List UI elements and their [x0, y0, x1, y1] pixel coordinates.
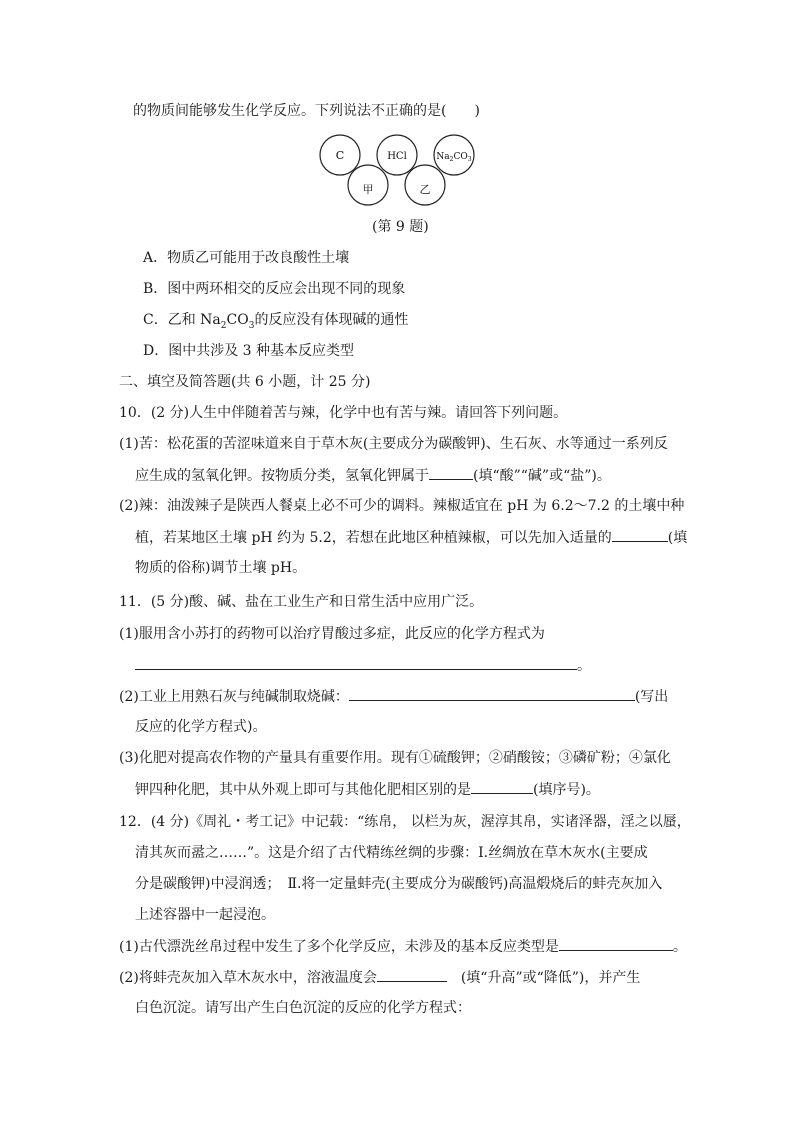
figure-caption: (第 9 题): [372, 219, 429, 235]
label-jia: 甲: [362, 183, 374, 196]
q9-ring-diagram: [318, 132, 480, 208]
q12-line3: 分是碳酸钾)中浸润透； Ⅱ.将一定量蚌壳(主要成分为碳酸钙)高温煅烧后的蚌壳灰加入: [135, 876, 663, 892]
q10-p1-line2: 应生成的氢氧化钾。按物质分类，氢氧化钾属于 (填“酸”“碱”或“盐”)。: [135, 465, 611, 486]
option-d: D．图中共涉及 3 种基本反应类型: [143, 343, 355, 359]
q11-p1-line1: (1)服用含小苏打的药物可以治疗胃酸过多症，此反应的化学方程式为: [119, 626, 545, 642]
answer-blank-11-3[interactable]: [471, 779, 533, 794]
q11-stem: 11．(5 分)酸、碱、盐在工业生产和日常生活中应用广泛。: [119, 594, 484, 610]
answer-blank-12-1[interactable]: [559, 936, 673, 951]
label-c: C: [335, 149, 345, 162]
option-b: B．图中两环相交的反应会出现不同的现象: [143, 281, 406, 297]
q12-p2-line1: (2)将蚌壳灰加入草木灰水中，溶液温度会 (填“升高”或“降低”)，并产生: [119, 967, 640, 988]
q11-p1-line2: 。: [135, 655, 591, 676]
q12-line1: 12．(4 分)《周礼・考工记》中记载：“练帛， 以栏为灰，渥淳其帛，实诸泽器，淫之以蜃，: [119, 814, 691, 830]
q9-stem: 的物质间能够发生化学反应。下列说法不正确的是( ): [133, 103, 480, 119]
q11-p3-line2: 钾四种化肥，其中从外观上即可与其他化肥相区别的是 (填序号)。: [135, 779, 600, 800]
q11-p2-line1: (2)工业上用熟石灰与纯碱制取烧碱： (写出: [119, 686, 668, 707]
q12-line2: 清其灰而盝之……”。这是介绍了古代精练丝绸的步骤：Ⅰ.丝绸放在草木灰水(主要成: [135, 845, 648, 861]
answer-blank-11-1[interactable]: [135, 655, 577, 670]
q12-line4: 上述容器中一起浸泡。: [135, 907, 275, 923]
section-title: 二、填空及简答题(共 6 小题，计 25 分): [119, 374, 371, 390]
q12-p1: (1)古代漂洗丝帛过程中发生了多个化学反应，未涉及的基本反应类型是 。: [119, 936, 687, 957]
answer-blank-10-2[interactable]: [612, 527, 668, 542]
q10-p2-line1: (2)辣：油泼辣子是陕西人餐桌上必不可少的调料。辣椒适宜在 pH 为 6.2～7.2 的土壤中种: [119, 498, 685, 514]
answer-blank-10-1[interactable]: [429, 465, 473, 480]
label-yi: 乙: [419, 183, 431, 196]
option-c: C．乙和 $Na_2CO_3$的反应没有体现碱的通性: [143, 312, 409, 331]
q11-p3-line1: (3)化肥对提高农作物的产量具有重要作用。现有①硫酸钾；②硝酸铵；③磷矿粉；④氯化: [119, 750, 671, 766]
q11-p2-line2: 反应的化学方程式)。: [135, 719, 267, 735]
q10-stem: 10．(2 分)人生中伴随着苦与辣，化学中也有苦与辣。请回答下列问题。: [119, 405, 568, 421]
q12-p2-line2: 白色沉淀。请写出产生白色沉淀的反应的化学方程式：: [135, 1000, 471, 1016]
q10-p2-line3: 物质的俗称)调节土壤 pH。: [135, 560, 307, 576]
answer-blank-11-2[interactable]: [349, 686, 635, 701]
ring-diagram-svg: [318, 132, 480, 208]
q10-p1-line1: (1)苦：松花蛋的苦涩味道来自于草木灰(主要成分为碳酸钾)、生石灰、水等通过一系列反: [119, 436, 668, 452]
label-hcl: HCl: [387, 151, 407, 162]
q10-p2-line2: 植，若某地区土壤 pH 约为 5.2，若想在此地区种植辣椒，可以先加入适量的 (填: [135, 527, 687, 548]
label-na2co3: $Na_2CO_3$: [436, 152, 472, 163]
option-a: A．物质乙可能用于改良酸性土壤: [143, 250, 350, 266]
answer-blank-12-2[interactable]: [377, 967, 447, 982]
